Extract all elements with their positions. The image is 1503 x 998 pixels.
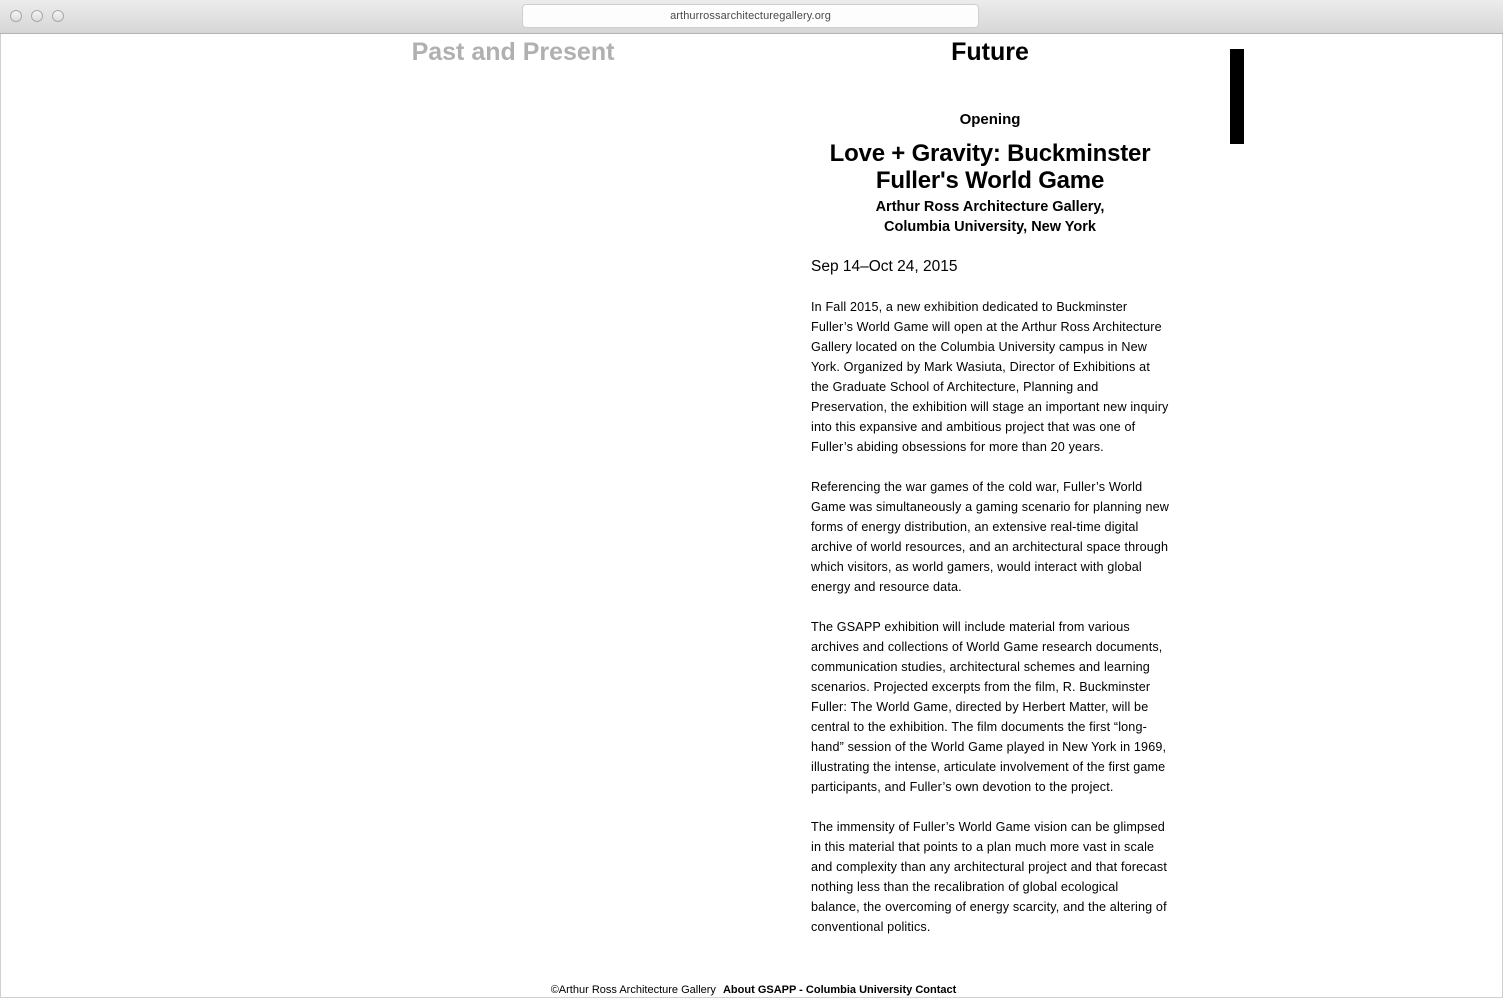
description-paragraph: Referencing the war games of the cold war, Fuller’s World Game was simultaneously a gaming scenario for planning new forms of energy distribution, an extensive real-time digital archive of world resources, and an architectural space through which visitors, as world gamers, would interact with global energy and resource data. [811,480,1170,594]
exhibition-title-line-1: Love + Gravity: Buckminster [829,140,1151,167]
window-border-left [0,34,1,998]
exhibition-description [811,297,1169,937]
scroll-indicator[interactable] [1230,49,1244,144]
address-bar-url: arthurrossarchitecturegallery.org [670,10,831,22]
window-close-button[interactable] [10,10,22,22]
footer-copyright: ©Arthur Ross Architecture Gallery [550,984,716,996]
exhibition-dates: Sep 14–Oct 24, 2015 [811,258,958,275]
description-paragraph: The GSAPP exhibition will include material from various archives and collections of World Game research documents, communication studies, architectural schemes and learning scenarios. Projected excerpts from the film, R. Buckminster Fuller: The World Game, directed by Herbert Matter, will be central to the exhibition. The film documents the first “long-hand” session of the World Game played in New York in 1969, illustrating the intense, articulate involvement of the first game participants, and Fuller’s own devotion to the project. [811,620,1167,794]
window-zoom-button[interactable] [52,10,64,22]
tab-future[interactable]: Future [951,38,1029,66]
description-paragraph: In Fall 2015, a new exhibition dedicated to Buckminster Fuller’s World Game will open at the Arthur Ross Architecture Gallery located on the Columbia University campus in New York. Organized by Mark Wasiuta, Director of Exhibitions at the Graduate School of Architecture, Planning and Preservation, the exhibition will stage an important new inquiry into this expansive and ambitious project that was one of Fuller’s abiding obsessions for more than 20 years. [811,300,1169,454]
window-minimize-button[interactable] [31,10,43,22]
footer-link-about[interactable]: About [722,984,755,996]
site-footer [0,982,1503,998]
tab-past-and-present[interactable]: Past and Present [411,38,615,66]
exhibition-venue-line-2: Columbia University, New York [884,219,1096,235]
exhibition-title-line-2: Fuller's World Game [875,167,1105,194]
description-paragraph: The immensity of Fuller’s World Game vision can be glimpsed in this material that points to a plan much more vast in scale and complexity than any architectural project and that forecast nothing less than the recalibration of global ecological balance, the overcoming of energy scarcity, and the altering of conventional politics. [811,820,1167,934]
exhibition-article [811,110,1169,957]
exhibition-title[interactable] [811,140,1169,194]
footer-link-gsapp[interactable]: GSAPP - Columbia University [757,984,913,996]
footer-link-contact[interactable]: Contact [915,984,957,996]
exhibition-venue [811,197,1169,237]
exhibition-status: Opening [959,111,1021,128]
browser-toolbar [0,0,1503,34]
exhibition-venue-line-1: Arthur Ross Architecture Gallery, [875,199,1105,215]
address-bar[interactable] [522,4,979,28]
